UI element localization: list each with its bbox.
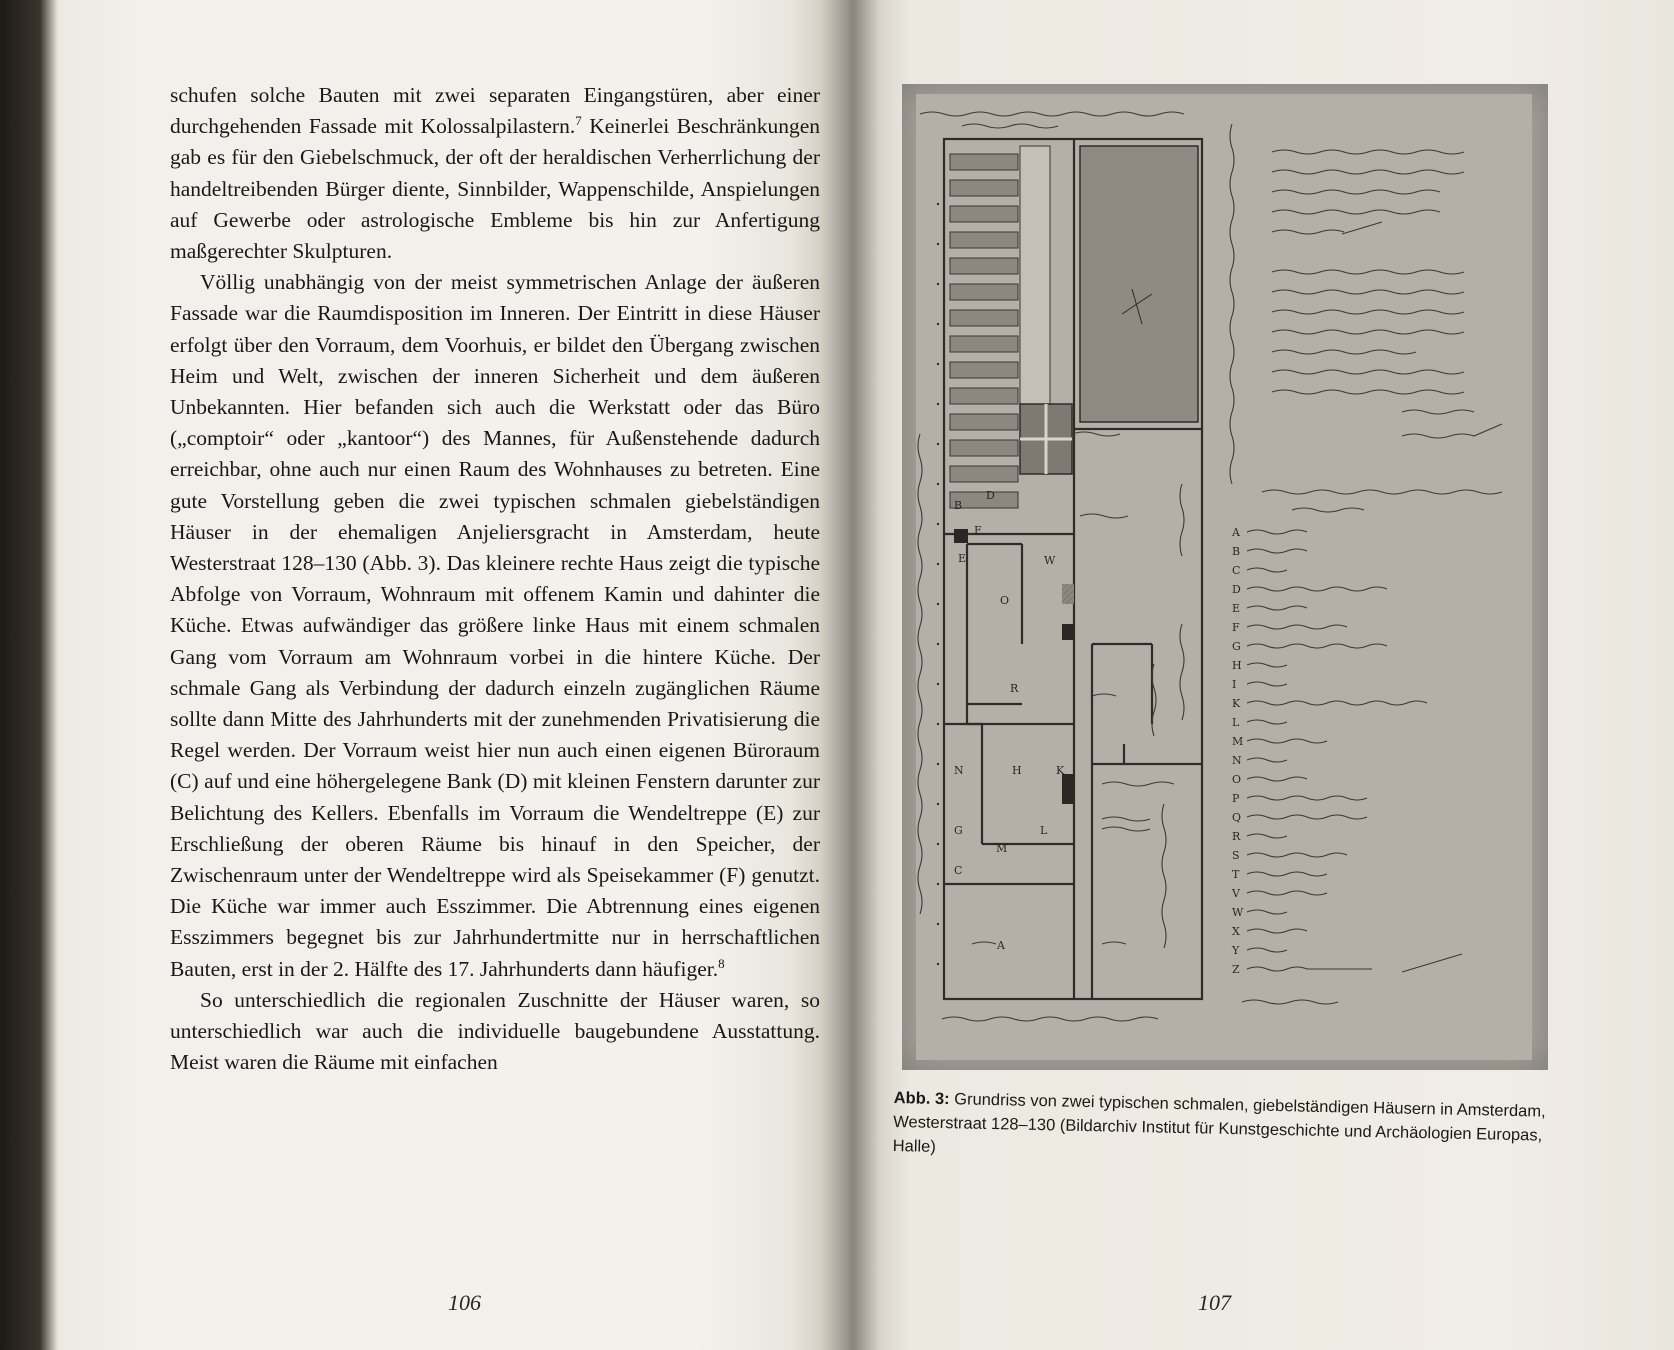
legend-letter: R: [1232, 830, 1241, 843]
legend-letter: P: [1232, 792, 1240, 805]
room-label-m: M: [996, 842, 1008, 855]
paragraph-1: [170, 80, 820, 267]
legend-letter: A: [1232, 526, 1240, 539]
room-label-d: D: [986, 489, 995, 502]
legend-letter: T: [1232, 868, 1240, 881]
caption-label: Abb. 3:: [893, 1088, 950, 1109]
legend-letter: Y: [1232, 944, 1240, 957]
legend-letter: B: [1232, 545, 1241, 558]
legend-letter: O: [1232, 773, 1242, 786]
legend-letter: W: [1232, 906, 1244, 919]
page-number-left: 106: [448, 1290, 481, 1315]
text-run: schufen solche Bauten mit zwei separaten Eingangstüren, aber einer durchgehenden Fassade mit Kolossalpilastern.: [170, 83, 820, 139]
legend-letter: K: [1232, 697, 1241, 710]
legend-letter: S: [1232, 849, 1240, 862]
legend-letter: C: [1232, 564, 1241, 577]
room-label-b: B: [954, 499, 963, 512]
room-label-g: G: [954, 824, 963, 837]
paragraph-2: [170, 267, 820, 985]
room-label-k: K: [1056, 764, 1065, 777]
room-label-o: O: [1000, 594, 1010, 607]
legend-letter: M: [1232, 735, 1244, 748]
stair-block: [954, 529, 968, 543]
caption-text: Grundriss von zwei typischen schmalen, giebelständigen Häusern in Amsterdam, Westerstraat 128–130 (Bildarchiv Institut für Kunstgeschichte und Archäologien Europas, Halle): [892, 1090, 1546, 1156]
room-label-h: H: [1012, 764, 1022, 777]
legend-letter: X: [1232, 925, 1240, 938]
floor-plan-drawing: [902, 84, 1548, 1070]
legend-letter: F: [1232, 621, 1240, 634]
legend-letter: I: [1232, 678, 1237, 691]
legend-letter: D: [1232, 583, 1241, 596]
floor-plan-figure: [902, 84, 1548, 1070]
room-label-n: N: [954, 764, 964, 777]
room-label-w: W: [1044, 554, 1056, 567]
text-run: So unterschiedlich die regionalen Zuschnitte der Häuser waren, so unterschiedlich war auch die individuelle baugebundene Ausstattung. Meist waren die Räume mit einfachen: [170, 987, 820, 1075]
paragraph-3: [170, 985, 820, 1079]
legend-letter: Q: [1232, 811, 1242, 824]
right-page: [880, 0, 1674, 1350]
text-run: Keinerlei Beschränkungen gab es für den Giebelschmuck, der oft der heraldischen Verherrlichung der handeltreibenden Bürger diente, Sinnbilder, Wappenschilde, Anspielungen auf Gewerbe oder astrologische Embleme bis hin zur Anfertigung maßgerechter Skulpturen.: [170, 114, 820, 264]
chimney-block: [1062, 774, 1074, 804]
legend-letter: Z: [1232, 963, 1240, 976]
window-cross: [1020, 404, 1072, 474]
room-label-f: F: [974, 524, 982, 537]
legend-letter: G: [1232, 640, 1241, 653]
room-label-e: E: [958, 552, 967, 565]
fireplace-hatch: [1062, 584, 1074, 604]
garden-path: [1020, 146, 1050, 436]
footnote-ref-8: 8: [718, 955, 725, 971]
legend-letter: E: [1232, 602, 1241, 615]
page-number-right: 107: [1198, 1290, 1231, 1315]
figure-caption: [892, 1086, 1553, 1172]
legend-letter: N: [1232, 754, 1242, 767]
room-label-r: R: [1010, 682, 1019, 695]
text-run: Völlig unabhängig von der meist symmetrischen Anlage der äußeren Fassade war die Raumdisposition im Inneren. Der Eintritt in diese Häuser erfolgt über den Vorraum, dem Voorhuis, er bildet den Übergang zwischen Heim und Welt, zwischen der inneren Sicherheit und dem äußeren Unbekannten. Hier befanden sich auch die Werkstatt oder das Büro („comptoir“ oder „kantoor“) des Mannes, für Außenstehende dadurch erreichbar, ohne auch nur einen Raum des Wohnhauses zu betreten. Eine gute Vorstellung geben die zwei typischen schmalen giebelständigen Häuser in der ehemaligen Anjeliersgracht in Amsterdam, heute Westerstraat 128–130 (Abb. 3). Das kleinere rechte Haus zeigt die typische Abfolge von Vorraum, Wohnraum mit offenem Kamin und dahinter die Küche. Etwas aufwändiger das größere linke Haus mit einem schmalen Gang vom Vorraum am Wohnraum vorbei in die hintere Küche. Der schmale Gang als Verbindung der dadurch einzeln zugänglichen Räume sollte dann Mitte des Jahrhunderts mit der zunehmenden Privatisierung die Regel werden. Der Vorraum weist hier nun auch einen eigenen Büroraum (C) auf und eine höhergelegene Bank (D) mit kleinen Fenstern darunter zur Belichtung des Kellers. Ebenfalls im Vorraum die Wendeltreppe (E) zur Erschließung der oberen Räume bis hinauf in den Speicher, der Zwischenraum unter der Wendeltreppe wird als Speisekammer (F) genutzt. Die Küche war immer auch Esszimmer. Die Abtrennung eines eigenen Esszimmers begegnet bis zur Jahrhundertmitte nur in herrschaftlichen Bauten, erst in der 2. Hälfte des 17. Jahrhunderts dann häufiger.: [170, 270, 820, 981]
room-label-a: A: [997, 939, 1005, 952]
legend-letter: L: [1232, 716, 1240, 729]
footnote-ref-7: 7: [575, 113, 582, 129]
fireplace-block: [1062, 624, 1074, 640]
garden-block: [1080, 146, 1198, 422]
room-label-l: L: [1040, 824, 1048, 837]
body-text: [170, 80, 820, 1079]
room-label-c: C: [954, 864, 963, 877]
legend-letter: H: [1232, 659, 1242, 672]
legend-letter: V: [1232, 887, 1240, 900]
left-page: [58, 0, 838, 1350]
